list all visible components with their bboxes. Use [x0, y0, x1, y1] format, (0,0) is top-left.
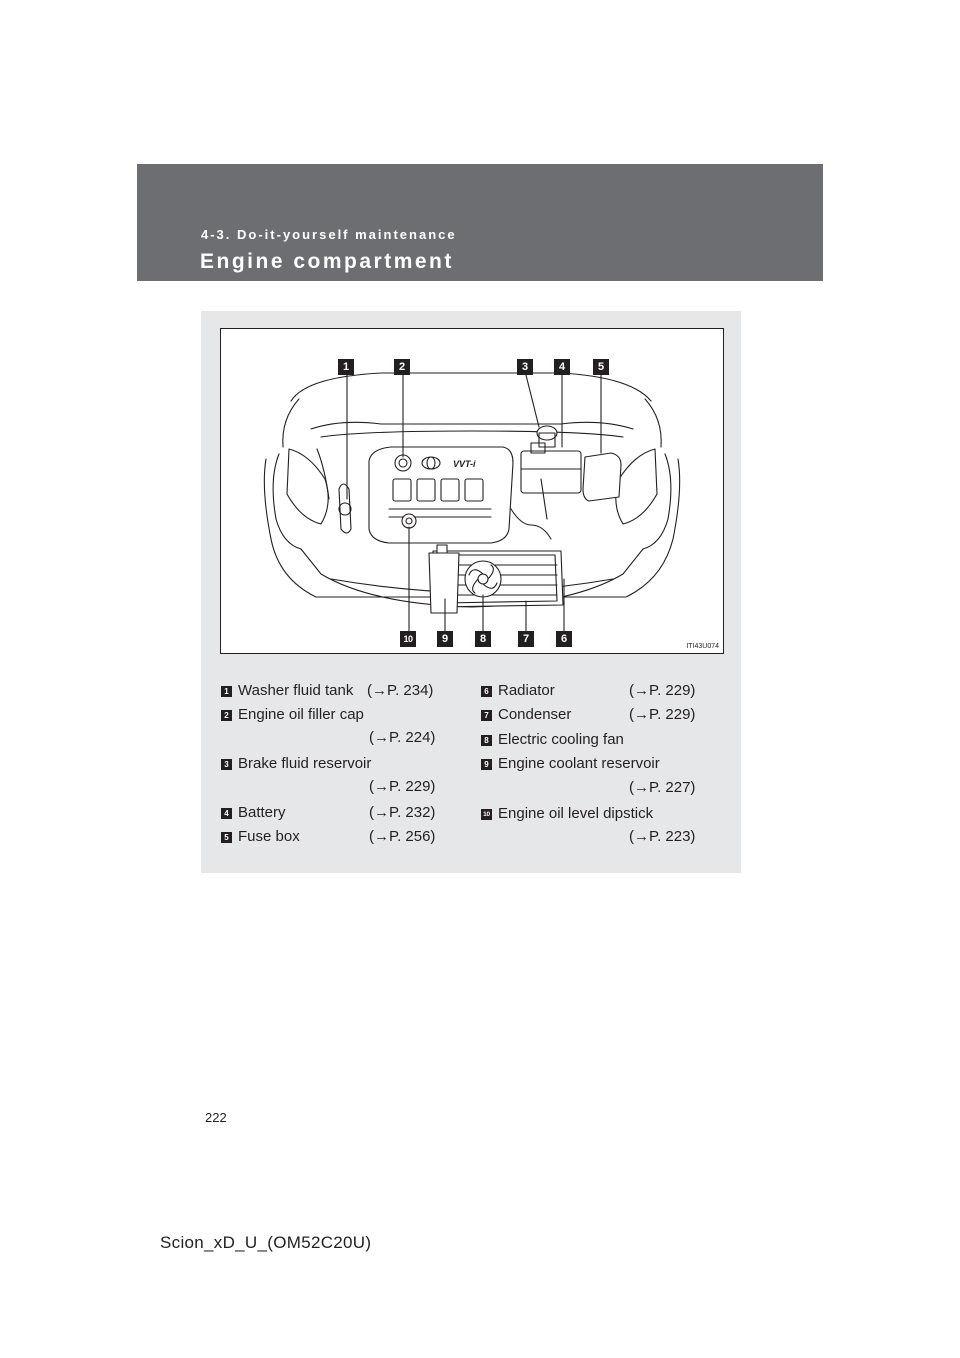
page-reference-link[interactable]: (→P. 227) — [629, 779, 696, 796]
page-reference-link[interactable]: (→P. 223) — [629, 828, 696, 845]
section-label: 4-3. Do-it-yourself maintenance — [201, 227, 457, 242]
legend-label: Engine oil filler cap — [238, 706, 364, 723]
callout-1: 1 — [338, 359, 354, 375]
page-reference-link[interactable]: (→P. 256) — [369, 828, 436, 845]
legend-badge: 9 — [481, 759, 492, 770]
engine-illustration — [220, 328, 724, 654]
legend-label: Radiator — [498, 682, 555, 699]
callout-3: 3 — [517, 359, 533, 375]
legend-badge: 8 — [481, 735, 492, 746]
legend-badge: 4 — [221, 808, 232, 819]
callout-4: 4 — [554, 359, 570, 375]
page-reference-link[interactable]: (→P. 229) — [629, 682, 696, 699]
legend-badge: 3 — [221, 759, 232, 770]
legend-label: Washer fluid tank — [238, 682, 354, 699]
section-header — [137, 164, 823, 281]
legend-label: Battery — [238, 804, 286, 821]
page-reference-link[interactable]: (→P. 229) — [369, 778, 436, 795]
callout-7: 7 — [518, 631, 534, 647]
legend-badge: 10 — [481, 809, 492, 820]
page-title: Engine compartment — [200, 250, 454, 273]
callout-5: 5 — [593, 359, 609, 375]
legend-badge: 7 — [481, 710, 492, 721]
page-number: 222 — [205, 1110, 227, 1125]
callout-6: 6 — [556, 631, 572, 647]
page-reference-link[interactable]: (→P. 229) — [629, 706, 696, 723]
page-reference-link[interactable]: (→P. 234) — [367, 682, 434, 699]
legend-label: Fuse box — [238, 828, 300, 845]
legend-badge: 6 — [481, 686, 492, 697]
document-footer: Scion_xD_U_(OM52C20U) — [160, 1233, 372, 1252]
legend-label: Condenser — [498, 706, 572, 723]
page-reference-link[interactable]: (→P. 224) — [369, 729, 436, 746]
legend-label: Electric cooling fan — [498, 731, 624, 748]
vvti-emblem: VVT-i — [453, 459, 476, 469]
page-reference-link[interactable]: (→P. 232) — [369, 804, 436, 821]
figure-code: ITI43U074 — [686, 643, 719, 650]
legend-badge: 1 — [221, 686, 232, 697]
callout-8: 8 — [475, 631, 491, 647]
callout-9: 9 — [437, 631, 453, 647]
legend-badge: 5 — [221, 832, 232, 843]
legend-label: Brake fluid reservoir — [238, 755, 372, 772]
legend-badge: 2 — [221, 710, 232, 721]
callout-10: 10 — [400, 631, 416, 647]
legend-label: Engine coolant reservoir — [498, 755, 660, 772]
legend-label: Engine oil level dipstick — [498, 805, 654, 822]
engine-drawing — [221, 329, 723, 653]
callout-2: 2 — [394, 359, 410, 375]
